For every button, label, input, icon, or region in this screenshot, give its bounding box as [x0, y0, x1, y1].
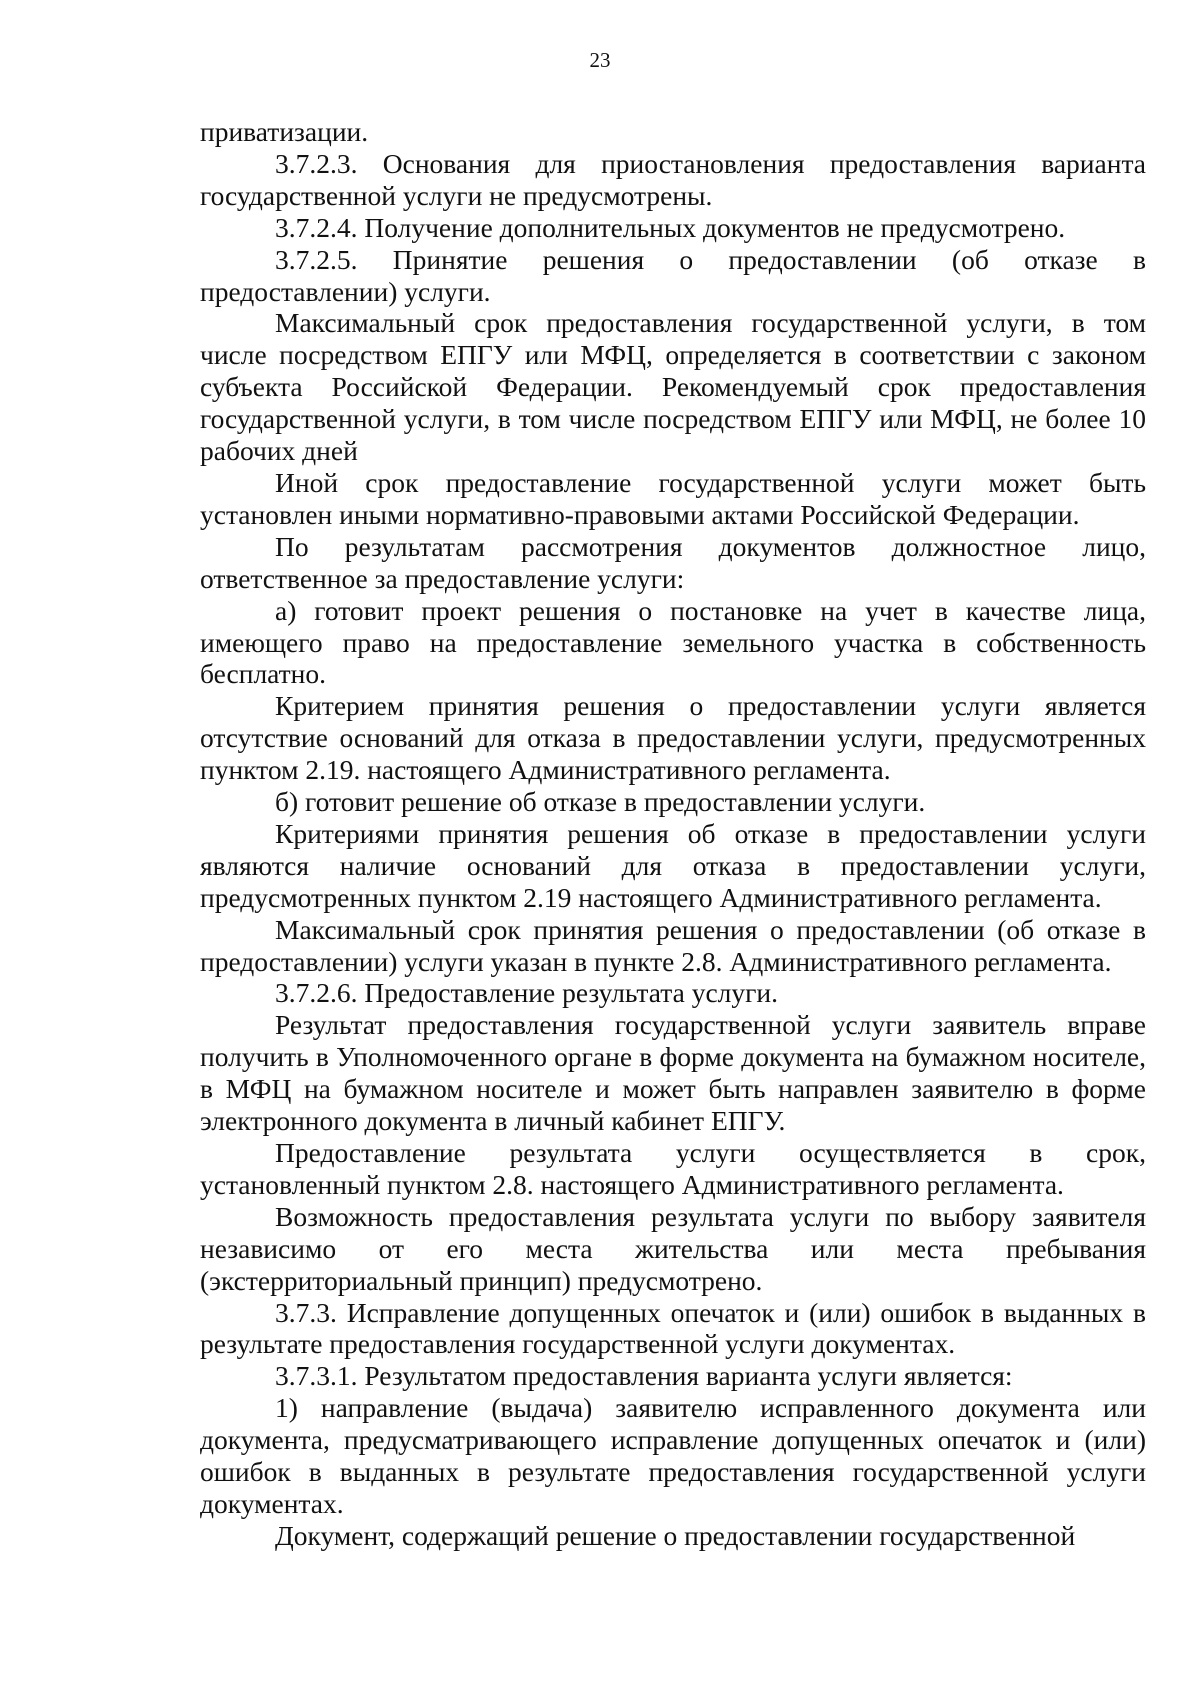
paragraph-extraterritorial: Возможность предоставления результата услуги по выбору заявителя независимо от его места жительства или места пребывания (экстерриториальный принцип) предусмотрено.: [200, 1200, 1146, 1296]
paragraph-item-a: а) готовит проект решения о постановке на учет в качестве лица, имеющего право на предоставление земельного участка в собственность бесплатно.: [200, 594, 1146, 690]
paragraph-result-term: Предоставление результата услуги осуществляется в срок, установленный пунктом 2.8. настоящего Административного регламента.: [200, 1137, 1146, 1200]
paragraph-result-receipt: Результат предоставления государственной услуги заявитель вправе получить в Уполномоченного органе в форме документа на бумажном носителе, в МФЦ на бумажном носителе и может быть направлен заявителю в форме электронного документа в личный кабинет ЕПГУ.: [200, 1009, 1146, 1137]
document-body: [200, 116, 1146, 1552]
paragraph-criteria-refusal: Критериями принятия решения об отказе в предоставлении услуги являются наличие оснований для отказа в предоставлении услуги, предусмотренных пунктом 2.19 настоящего Административного регламента.: [200, 817, 1146, 913]
paragraph-review-results: По результатам рассмотрения документов должностное лицо, ответственное за предоставление услуги:: [200, 530, 1146, 594]
paragraph-criterion-grant: Критерием принятия решения о предоставлении услуги является отсутствие оснований для отказа в предоставлении услуги, предусмотренных пунктом 2.19. настоящего Административного регламента.: [200, 690, 1146, 786]
paragraph-max-term: Максимальный срок предоставления государственной услуги, в том числе посредством ЕПГУ или МФЦ, определяется в соответствии с законом субъекта Российской Федерации. Рекомендуемый срок предоставления государственной услуги, в том числе посредством ЕПГУ или МФЦ, не более 10 рабочих дней: [200, 307, 1146, 467]
paragraph-3-7-2-6: 3.7.2.6. Предоставление результата услуги.: [275, 977, 779, 1009]
paragraph-3-7-3-1: 3.7.3.1. Результатом предоставления варианта услуги является:: [275, 1360, 1013, 1392]
paragraph-continuation: приватизации.: [200, 116, 369, 147]
paragraph-item-1: 1) направление (выдача) заявителю исправленного документа или документа, предусматривающего исправление допущенных опечаток и (или) ошибок в выданных в результате предоставления государственной услуги документах.: [200, 1392, 1146, 1519]
page-number: 23: [589, 48, 611, 72]
paragraph-other-term: Иной срок предоставление государственной услуги может быть установлен иными нормативно-правовыми актами Российской Федерации.: [200, 466, 1146, 530]
paragraph-3-7-2-5: 3.7.2.5. Принятие решения о предоставлении (об отказе в предоставлении) услуги.: [200, 243, 1146, 307]
paragraph-item-b: б) готовит решение об отказе в предоставлении услуги.: [275, 786, 926, 818]
paragraph-3-7-2-3: 3.7.2.3. Основания для приостановления предоставления варианта государственной услуги не предусмотрены.: [200, 147, 1146, 211]
paragraph-document-decision: Документ, содержащий решение о предоставлении государственной: [275, 1519, 1076, 1551]
paragraph-decision-term: Максимальный срок принятия решения о предоставлении (об отказе в предоставлении) услуги указан в пункте 2.8. Административного регламента.: [200, 913, 1146, 977]
paragraph-3-7-3: 3.7.3. Исправление допущенных опечаток и (или) ошибок в выданных в результате предоставления государственной услуги документах.: [200, 1296, 1146, 1360]
paragraph-3-7-2-4: 3.7.2.4. Получение дополнительных документов не предусмотрено.: [275, 211, 1066, 243]
